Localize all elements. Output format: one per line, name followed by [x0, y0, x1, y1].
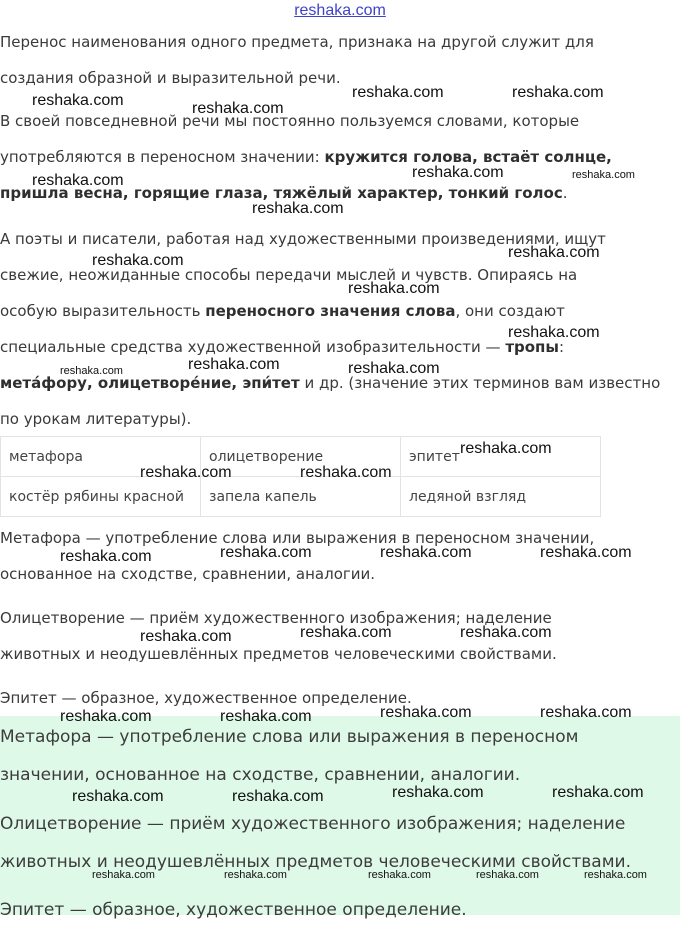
highlight-text: животных и неодушевлённых предметов человеческими свойствами.: [0, 852, 632, 872]
highlight-text: Эпитет — образное, художественное определение.: [0, 900, 467, 920]
watermark: reshaka.com: [300, 464, 392, 481]
table-cell: запела капель: [201, 477, 401, 517]
watermark: reshaka.com: [188, 356, 280, 373]
paragraph-text: особую выразительность: [0, 302, 206, 320]
example-phrases: пришла весна, горящие глаза, тяжёлый характер, тонкий голос: [0, 184, 563, 202]
paragraph-text: свежие, неожиданные способы передачи мыслей и чувств. Опираясь на: [0, 266, 578, 284]
watermark: reshaka.com: [540, 704, 632, 721]
watermark: reshaka.com: [460, 440, 552, 457]
watermark: reshaka.com: [300, 624, 392, 641]
paragraph-text: и др. (значение этих терминов вам известно: [299, 374, 661, 392]
table-cell: метафора: [1, 437, 201, 477]
watermark: reshaka.com: [252, 200, 344, 217]
watermark: reshaka.com: [552, 784, 644, 801]
paragraph-text: .: [562, 184, 568, 202]
watermark: reshaka.com: [60, 708, 152, 725]
paragraph-text: специальные средства художественной изобразительности —: [0, 338, 506, 356]
watermark: reshaka.com: [392, 784, 484, 801]
watermark: reshaka.com: [508, 244, 600, 261]
watermark: reshaka.com: [232, 788, 324, 805]
watermark: reshaka.com: [512, 84, 604, 101]
paragraph-text: :: [558, 338, 565, 356]
watermark: reshaka.com: [220, 708, 312, 725]
watermark: reshaka.com: [368, 869, 431, 881]
definition-text: Олицетворение — приём художественного изображения; наделение: [0, 609, 552, 627]
table-cell: костёр рябины красной: [1, 477, 201, 517]
paragraph-text: по урокам литературы).: [0, 410, 192, 428]
watermark: reshaka.com: [224, 869, 287, 881]
highlight-text: Олицетворение — приём художественного изображения; наделение: [0, 814, 626, 834]
table-cell: олицетворение: [201, 437, 401, 477]
watermark: reshaka.com: [348, 360, 440, 377]
paragraph-text: употребляются в переносном значении:: [0, 148, 325, 166]
watermark: reshaka.com: [540, 544, 632, 561]
highlight-text: Метафора — употребление слова или выражения в переносном: [0, 727, 579, 747]
watermark: reshaka.com: [72, 788, 164, 805]
watermark: reshaka.com: [508, 324, 600, 341]
highlight-epithet: [0, 891, 467, 929]
definition-text: Метафора — употребление слова или выражения в переносном значении,: [0, 529, 595, 547]
watermark: reshaka.com: [60, 365, 123, 377]
highlight-metaphor: [0, 718, 578, 794]
intro-line: создания образной и выразительной речи.: [0, 69, 341, 87]
definition-text: основанное на сходстве, сравнении, аналогии.: [0, 565, 376, 583]
watermark: reshaka.com: [584, 869, 647, 881]
watermark: reshaka.com: [220, 544, 312, 561]
watermark: reshaka.com: [32, 92, 124, 109]
paragraph-text: А поэты и писатели, работая над художественными произведениями, ищут: [0, 230, 606, 248]
site-link[interactable]: reshaka.com: [294, 2, 386, 19]
definition-text: животных и неодушевлённых предметов человеческими свойствами.: [0, 645, 557, 663]
watermark: reshaka.com: [460, 624, 552, 641]
watermark: reshaka.com: [92, 252, 184, 269]
key-term: тропы: [505, 338, 559, 356]
key-term: переносного значения слова: [205, 302, 456, 320]
watermark: reshaka.com: [348, 280, 440, 297]
example-phrases: кружится голова, встаёт солнце,: [324, 148, 612, 166]
table-cell: ледяной взгляд: [401, 477, 601, 517]
watermark: reshaka.com: [192, 100, 284, 117]
watermark: reshaka.com: [140, 464, 232, 481]
table-cell: эпитет: [401, 437, 601, 477]
everyday-speech-paragraph: [0, 103, 680, 211]
paragraph-text: , они создают: [455, 302, 565, 320]
watermark: reshaka.com: [380, 704, 472, 721]
watermark: reshaka.com: [476, 869, 539, 881]
trope-terms: мета́фору, олицетворе́ние, эпи́тет: [0, 374, 300, 392]
watermark: reshaka.com: [92, 869, 155, 881]
watermark: reshaka.com: [60, 548, 152, 565]
watermark: reshaka.com: [572, 169, 635, 181]
watermark: reshaka.com: [412, 164, 504, 181]
table-row: [1, 477, 601, 517]
paragraph-text: В своей повседневной речи мы постоянно пользуемся словами, которые: [0, 112, 580, 130]
intro-line: Перенос наименования одного предмета, признака на другой служит для: [0, 33, 594, 51]
watermark: reshaka.com: [32, 172, 124, 189]
watermark: reshaka.com: [140, 628, 232, 645]
definition-text: Эпитет — образное, художественное определение.: [0, 689, 412, 707]
highlight-text: значении, основанное на сходстве, сравнении, аналогии.: [0, 765, 521, 785]
watermark: reshaka.com: [352, 84, 444, 101]
watermark: reshaka.com: [380, 544, 472, 561]
